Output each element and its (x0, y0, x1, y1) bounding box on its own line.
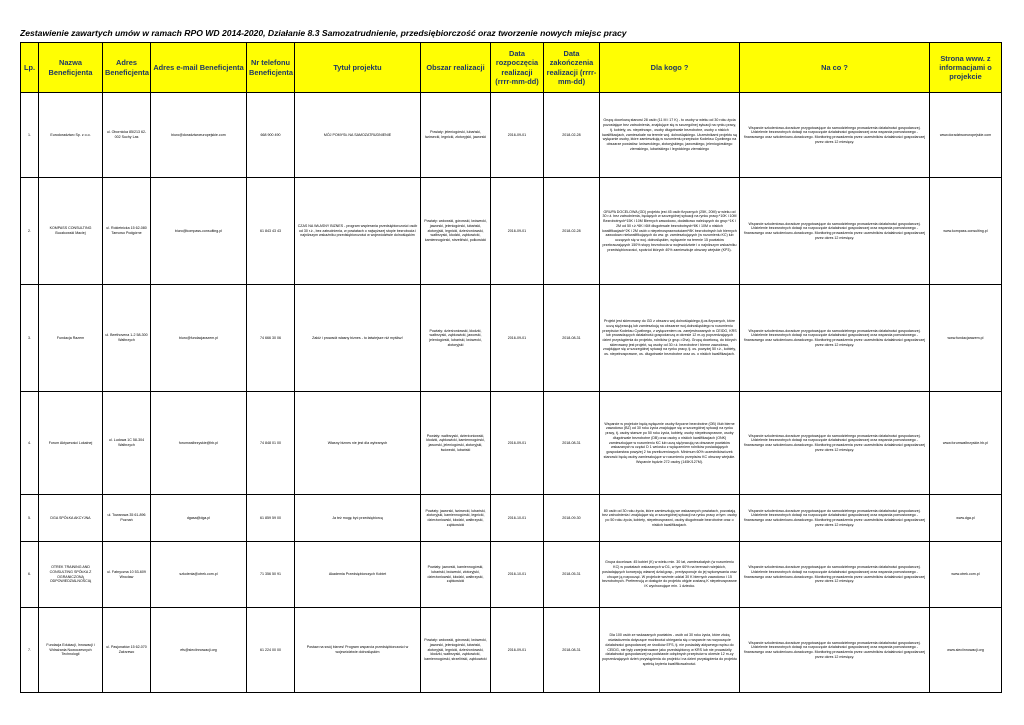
cell-address: ul. Ludowa 1C 58-304 Wałbrzych (103, 392, 151, 495)
cell-phone: 668 900 490 (247, 93, 295, 178)
cell-name: Fundacja Razem (39, 285, 103, 392)
cell-email[interactable]: biuro@kompass-consulting.pl (151, 178, 247, 285)
cell-phone: 71 356 50 91 (247, 542, 295, 608)
cell-www[interactable]: www.forumwalbrzyskie.hb.pl (930, 392, 1002, 495)
cell-start: 2016-09-01 (491, 608, 544, 693)
cell-end: 2018-05-31 (544, 542, 600, 608)
cell-start: 2016-10-01 (491, 495, 544, 542)
cell-purpose: Wsparcie szkoleniowo-doradcze przygotowujące do samodzielnego prowadzenia działalności gospodarczej. Udzielenie bezzwrotnych dotacji na rozpoczęcie działalności gospodarczej oraz wsparcia pomostowego - finansowego oraz szkoleniowo-doradczego. Monitoring prowadzenia przez uczestników działalności gospodarczej przez okres 12 miesięcy. (740, 178, 930, 285)
cell-project: MÓJ POMYSŁ NA SAMOZATRUDNIENIE (295, 93, 421, 178)
cell-purpose: Wsparcie szkoleniowo-doradcze przygotowujące do samodzielnego prowadzenia działalności gospodarczej. Udzielenie bezzwrotnych dotacji na rozpoczęcie działalności gospodarczej oraz wsparcia pomostowego - finansowego oraz szkoleniowo-doradczego. Monitoring prowadzenia przez uczestników działalności gospodarczej przez okres 12 miesięcy. (740, 608, 930, 693)
cell-name: DGA SPÓŁKA AKCYJNA (39, 495, 103, 542)
cell-name: Forum Aktywności Lokalnej (39, 392, 103, 495)
cell-address: ul. Beethovena 1-2 58-300 Wałbrzych (103, 285, 151, 392)
column-header-www: Strona www. z informacjami o projekcie (930, 43, 1002, 93)
cell-purpose: Wsparcie szkoleniowo-doradcze przygotowujące do samodzielnego prowadzenia działalności gospodarczej. Udzielenie bezzwrotnych dotacji na rozpoczęcie działalności gospodarczej oraz wsparcia pomostowego - finansowego oraz szkoleniowo-doradczego. Monitoring prowadzenia przez uczestników działalności gospodarczej przez okres 12 miesięcy. (740, 392, 930, 495)
cell-phone: 61 224 00 00 (247, 608, 295, 693)
header-row (21, 43, 1002, 93)
page-title: Zestawienie zawartych umów w ramach RPO WD 2014-2020, Działanie 8.3 Samozatrudnienie, przedsiębiorczość oraz tworzenie nowych miejsc pracy (20, 28, 627, 38)
column-header-end: Data zakończenia realizacji (rrrr-mm-dd) (544, 43, 600, 93)
cell-email[interactable]: biuro@doradztwoeuropejskie.com (151, 93, 247, 178)
table-row (21, 495, 1002, 542)
cell-area: Powiaty: wałbrzyski, dzierżoniowski, kłodzki, ząbkowicki, kamiennogórski, jaworski, jeleniogórski, złotoryjski, lwówecki, lubański (421, 392, 491, 495)
column-header-name: Nazwa Beneficjenta (39, 43, 103, 93)
table-row (21, 93, 1002, 178)
cell-email[interactable]: szkolenia@otrek.com.pl (151, 542, 247, 608)
cell-email[interactable]: efs@sieciinnowacji.org (151, 608, 247, 693)
cell-www[interactable]: www.sieciinnowacji.org (930, 608, 1002, 693)
cell-address: ul. Pasjonatów 15 62-070 Zakrzewo (103, 608, 151, 693)
cell-lp: 1. (21, 93, 39, 178)
cell-start: 2016-10-01 (491, 542, 544, 608)
cell-end: 2018-08-31 (544, 608, 600, 693)
cell-lp: 4. (21, 392, 39, 495)
table-row (21, 178, 1002, 285)
cell-for-whom: Dla 100 osób ze wskazanych powiatów - osób od 30 roku życia, które złożą oświadczenia dotyczące możliwości ubiegania się o wsparcie na rozpoczęcie działalności gospodarczej ze środków EFS, tj. nie posiadały aktywnego wpisu do CEIDG, nie były zarejestrowane jako przedsiębiorcy w KRS lub nie prowadziły działalności gospodarczej na podstawie odrębnych przepisów w okresie 12 m-cy poprzedzających dzień przystąpienia do projektu i na dzień przystąpienia do projektu spełnią kryteria kwalifikowalności. (600, 608, 740, 693)
cell-project: Postaw na swój biznes! Program wsparcia przedsiębiorczości w województwie dolnośląskim (295, 608, 421, 693)
cell-area: Powiaty: wołowski, górowski, lwówecki, jaworski, jeleniogórski, lubański, złotoryjski, legnicki, dzierżoniowski, kłodzki, wałbrzyski, ząbkowicki, kamiennogórski, strzeliński, ząbkowicki (421, 608, 491, 693)
cell-area: Powiaty: dzierżoniowski, kłodzki, wałbrzyski, ząbkowicki, jaworski, jeleniogórski, lubański, lwówecki, złotoryjski (421, 285, 491, 392)
cell-for-whom: GRUPA DOCELOWA (GD) projektu jest 45 osób fizycznych (25K, 20M) w wieku od 30 r.ż. bez zatrudnienia, będących w szczególnej sytuacji na rynku pracy:*10K i 10M Bezrobotnych*15K i 10M Biernych zawodowo, dodatkowo należących do grup:*1K i 2M od 50 r.ż.*6K i 6M długotrwale bezrobotnych*8K i 10M o niskich kwalifikacjach*2K i 2M osób o niepełnosprawnościami*8K bezrobotnych lub biernych zawodowo niekwalifikujących do ww. gr. zamieszkujących (w rozumieniu KC) lub uczących się w woj. dolnośląskim, wyłącznie na terenie 15 powiatów przekraczających 150% stopy bezrobocia w województwie i o najniższym wskaźniku przedsiębiorczości, spośród których 40% zamieszkuje obszary wiejskie (KP3). (600, 178, 740, 285)
column-header-purpose: Na co ? (740, 43, 930, 93)
cell-project: Załóż i prowadź własny biznes - to łatwiejsze niż myślisz! (295, 285, 421, 392)
cell-project: CZAS NA WŁASNY BIZNES - program wspierania przedsiębiorczości osób od 30 r.ż., bez zatrudnienia, w powiatach o najwyższej stopie bezrobocia i najniższym wskaźniku przedsiębiorczości w województwie dolnośląskim (295, 178, 421, 285)
column-header-email: Adres e-mail Beneficjenta (151, 43, 247, 93)
contracts-table (20, 42, 1002, 693)
cell-www[interactable]: www.kompass-consulting.pl (930, 178, 1002, 285)
cell-start: 2016-09-01 (491, 93, 544, 178)
cell-for-whom: Projekt jest skierowany do GD z obszaru woj.dolnośląskiego,tj.os.fizycznych, które uczą się/pracują lub zamieszkują na obszarze woj.dolnośląskiego w rozumieniu przepisów Kodeksu Cywilnego, z wyłączeniem os. zarejestrowanych w CEIDG, KRS lub prowadzących działalność gospodarczą w okresie 12 m-cy poprzedzających dzień przystąpienia do projektu, rolników (z grup.>2ha). Grupą docelową, do których skierowany jest projekt, są osoby od 30 r.ż. bezrobotne i bierne zawodowo, znajdujące się w szczególnej sytuacji na rynku pracy, tj. os. powyżej 50 r.ż., kobiety, os. niepełnosprawne, os. długotrwale bezrobotne oraz os. o niskich kwalifikacjach. (600, 285, 740, 392)
cell-for-whom: Wsparcie w projekcie będą wyłącznie osoby fizyczne bezrobotne (OB) i/lub bierne zawodowo (BZ) od 30 roku życia znajdujące się w szczególnej sytuacji na rynku pracy, tj. osoby starsze po 50 roku życia, kobiety, osoby niepełnosprawne, osoby długotrwale bezrobotne (DB) oraz osoby o niskich kwalifikacjach (ONK) zamieszkujące w rozumieniu KC lub uczą się/pracują na obszarze powiatów wskazanych w części D 1 wniosku z wyłączeniem rolników posiadających gospodarstwa powyżej 2 ha przeliczeniowych. Minimum 60% uczestników/czek stanowić będą osoby zamieszkujące w rozumieniu przepisów KC obszary wiejskie. Wsparcie będzie 272 osoby (145K/127M). (600, 392, 740, 495)
cell-www[interactable]: www.doradztwoeuropejskie.com (930, 93, 1002, 178)
column-header-area: Obszar realizacji (421, 43, 491, 93)
column-header-phone: Nr telefonu Beneficjenta (247, 43, 295, 93)
cell-email[interactable]: biuro@fundacjarazem.pl (151, 285, 247, 392)
table-row (21, 542, 1002, 608)
cell-end: 2018-08-31 (544, 285, 600, 392)
cell-lp: 2. (21, 178, 39, 285)
column-header-for-whom: Dla kogo ? (600, 43, 740, 93)
cell-end: 2018-02-28 (544, 178, 600, 285)
cell-name: OTREK TRAINING AND CONSULTING SPÓŁKA Z OGRANICZONĄ ODPOWIEDZIALNOŚCIĄ (39, 542, 103, 608)
cell-purpose: Wsparcie szkoleniowo-doradcze przygotowujące do samodzielnego prowadzenia działalności gospodarczej. Udzielenie bezzwrotnych dotacji na rozpoczęcie działalności gospodarczej oraz wsparcia pomostowego - finansowego oraz szkoleniowo-doradczego. Monitoring prowadzenia przez uczestników działalności gospodarczej przez okres 12 miesięcy. (740, 285, 930, 392)
cell-project: Własny biznes nie jest dla wybranych (295, 392, 421, 495)
cell-start: 2016-09-01 (491, 392, 544, 495)
cell-end: 2018-08-31 (544, 392, 600, 495)
cell-address: ul. Towarowa 35 61-896 Poznań (103, 495, 151, 542)
cell-lp: 6. (21, 542, 39, 608)
cell-end: 2018-02-28 (544, 93, 600, 178)
cell-area: Powiaty: wołowski, górowski, lwówecki, jaworski, jeleniogórski, lubański, złotoryjski, legnicki, dzierżoniowski, wałbrzyski, kłodzki, ząbkowicki, kamiennogórski, strzeliński, polkowicki (421, 178, 491, 285)
cell-for-whom: Grupę docelową stanowi 28 osób (11 M i 17 K) - to osoby w wieku od 30 roku życia pozostające bez zatrudnienia, znajdujące się w szczególnej sytuacji na rynku pracy, tj. kobiety, os. niepełnospr., osoby długotrwale bezrobotne, osoby o niskich kwalifikacjach, zamieszkałe na terenie woj. dolnośląskiego. Uczestnikami projektu są wyłącznie osoby, które zamieszkują w rozumieniu przepisów Kodeksu Cywilnego na obszarze powiatów: lwóweckiego, złotoryjskiego, jaworskiego, jeleniogórskiego ziemskiego, lubańskiego i legnickiego ziemskiego (600, 93, 740, 178)
cell-start: 2016-09-01 (491, 285, 544, 392)
cell-end: 2018-09-30 (544, 495, 600, 542)
cell-purpose: Wsparcie szkoleniowo-doradcze przygotowujące do samodzielnego prowadzenia działalności gospodarczej. Udzielenie bezzwrotnych dotacji na rozpoczęcie działalności gospodarczej oraz wsparcia pomostowego - finansowego oraz szkoleniowo-doradczego. Monitoring prowadzenia przez uczestników działalności gospodarczej przez okres 12 miesięcy. (740, 542, 930, 608)
cell-name: KOMPASS CONSULTING Buczkowski Maciej (39, 178, 103, 285)
cell-name: Eurodoradztwo Sp. z o.o. (39, 93, 103, 178)
cell-for-whom: Grupa docelowa: 45 kobiet (K) w wieku min. 30 lat, zamieszkałych (w rozumieniu KC) w powiatach wskazanych w D1, w tym 60% na terenach wiejskich, posiadających koncepcję własnej dział.gosp., predysponuje do jej wykonywania oraz chcące ją rozpocząć. W projekcie weźmie udział 30 K biernych zawodowo i 15 bezrobotnych. Preferencją w dostępie do projektu objęte zostaną K niepełnosprawne i K wychowujące min. 1 dziecko. (600, 542, 740, 608)
table-row (21, 285, 1002, 392)
column-header-project: Tytuł projektu (295, 43, 421, 93)
cell-project: Akademia Przedsiębiorczych Kobiet (295, 542, 421, 608)
cell-area: Powiaty: jeleniogórski, lubański, lwówecki, legnicki, złotoryjski, jaworski (421, 93, 491, 178)
table-row (21, 608, 1002, 693)
column-header-lp: Lp. (21, 43, 39, 93)
cell-www[interactable]: www.dga.pl (930, 495, 1002, 542)
cell-address: ul. Rokietnicka 15 62-080 Tarnowo Podgórne (103, 178, 151, 285)
cell-start: 2016-09-01 (491, 178, 544, 285)
cell-purpose: Wsparcie szkoleniowo-doradcze przygotowujące do samodzielnego prowadzenia działalności gospodarczej. Udzielenie bezzwrotnych dotacji na rozpoczęcie działalności gospodarczej oraz wsparcia pomostowego - finansowego oraz szkoleniowo-doradczego. Monitoring prowadzenia przez uczestników działalności gospodarczej przez okres 12 miesięcy. (740, 93, 930, 178)
cell-name: Fundacja Edukacji, Innowacji i Wdrażania Nowoczesnych Technologii (39, 608, 103, 693)
cell-area: Powiaty: jaworski, kamiennogórski, lubański, lwówecki, złotoryjski, dzierżoniowski, kłodzki, wałbrzyski, ząbkowicki (421, 542, 491, 608)
cell-area: Powiaty: jaworski, lwówecki, lubański, złotoryjski, kamiennogórski, legnicki, dzierżoniowski, kłodzki, wałbrzyski, ząbkowicki (421, 495, 491, 542)
cell-purpose: Wsparcie szkoleniowo-doradcze przygotowujące do samodzielnego prowadzenia działalności gospodarczej. Udzielenie bezzwrotnych dotacji na rozpoczęcie działalności gospodarczej oraz wsparcia pomostowego - finansowego oraz szkoleniowo-doradczego. Monitoring prowadzenia przez uczestników działalności gospodarczej przez okres 12 miesięcy. (740, 495, 930, 542)
cell-phone: 74 848 01 00 (247, 392, 295, 495)
cell-phone: 61 843 43 43 (247, 178, 295, 285)
table-row (21, 392, 1002, 495)
cell-phone: 61 859 59 00 (247, 495, 295, 542)
cell-for-whom: 80 osób od 30 roku życia, które zamieszkują we wskazanych powiatach, pozostają bez zatrudnienia i znajdujące się w szczególnej sytuacji na rynku pracy w tym: osoby po 50 roku życia, kobiety, niepełnosprawni, osoby długotrwale bezrobotne oraz o niskich kwalifikacjach. (600, 495, 740, 542)
cell-email[interactable]: forumwalbrzyskie@hb.pl (151, 392, 247, 495)
column-header-address: Adres Beneficjenta (103, 43, 151, 93)
cell-lp: 5. (21, 495, 39, 542)
cell-email[interactable]: dgasa@dga.pl (151, 495, 247, 542)
cell-address: ul. Fabryczna 10 53-609 Wrocław (103, 542, 151, 608)
cell-www[interactable]: www.otrek.com.pl (930, 542, 1002, 608)
cell-lp: 3. (21, 285, 39, 392)
cell-www[interactable]: www.fundacjarazem.pl (930, 285, 1002, 392)
cell-phone: 74 666 30 06 (247, 285, 295, 392)
cell-lp: 7. (21, 608, 39, 693)
cell-project: Ja też mogę być przedsiębiorcą (295, 495, 421, 542)
column-header-start: Data rozpoczęcia realizacji (rrrr-mm-dd) (491, 43, 544, 93)
cell-address: ul. Obornicka 85/213 62-002 Suchy Las (103, 93, 151, 178)
